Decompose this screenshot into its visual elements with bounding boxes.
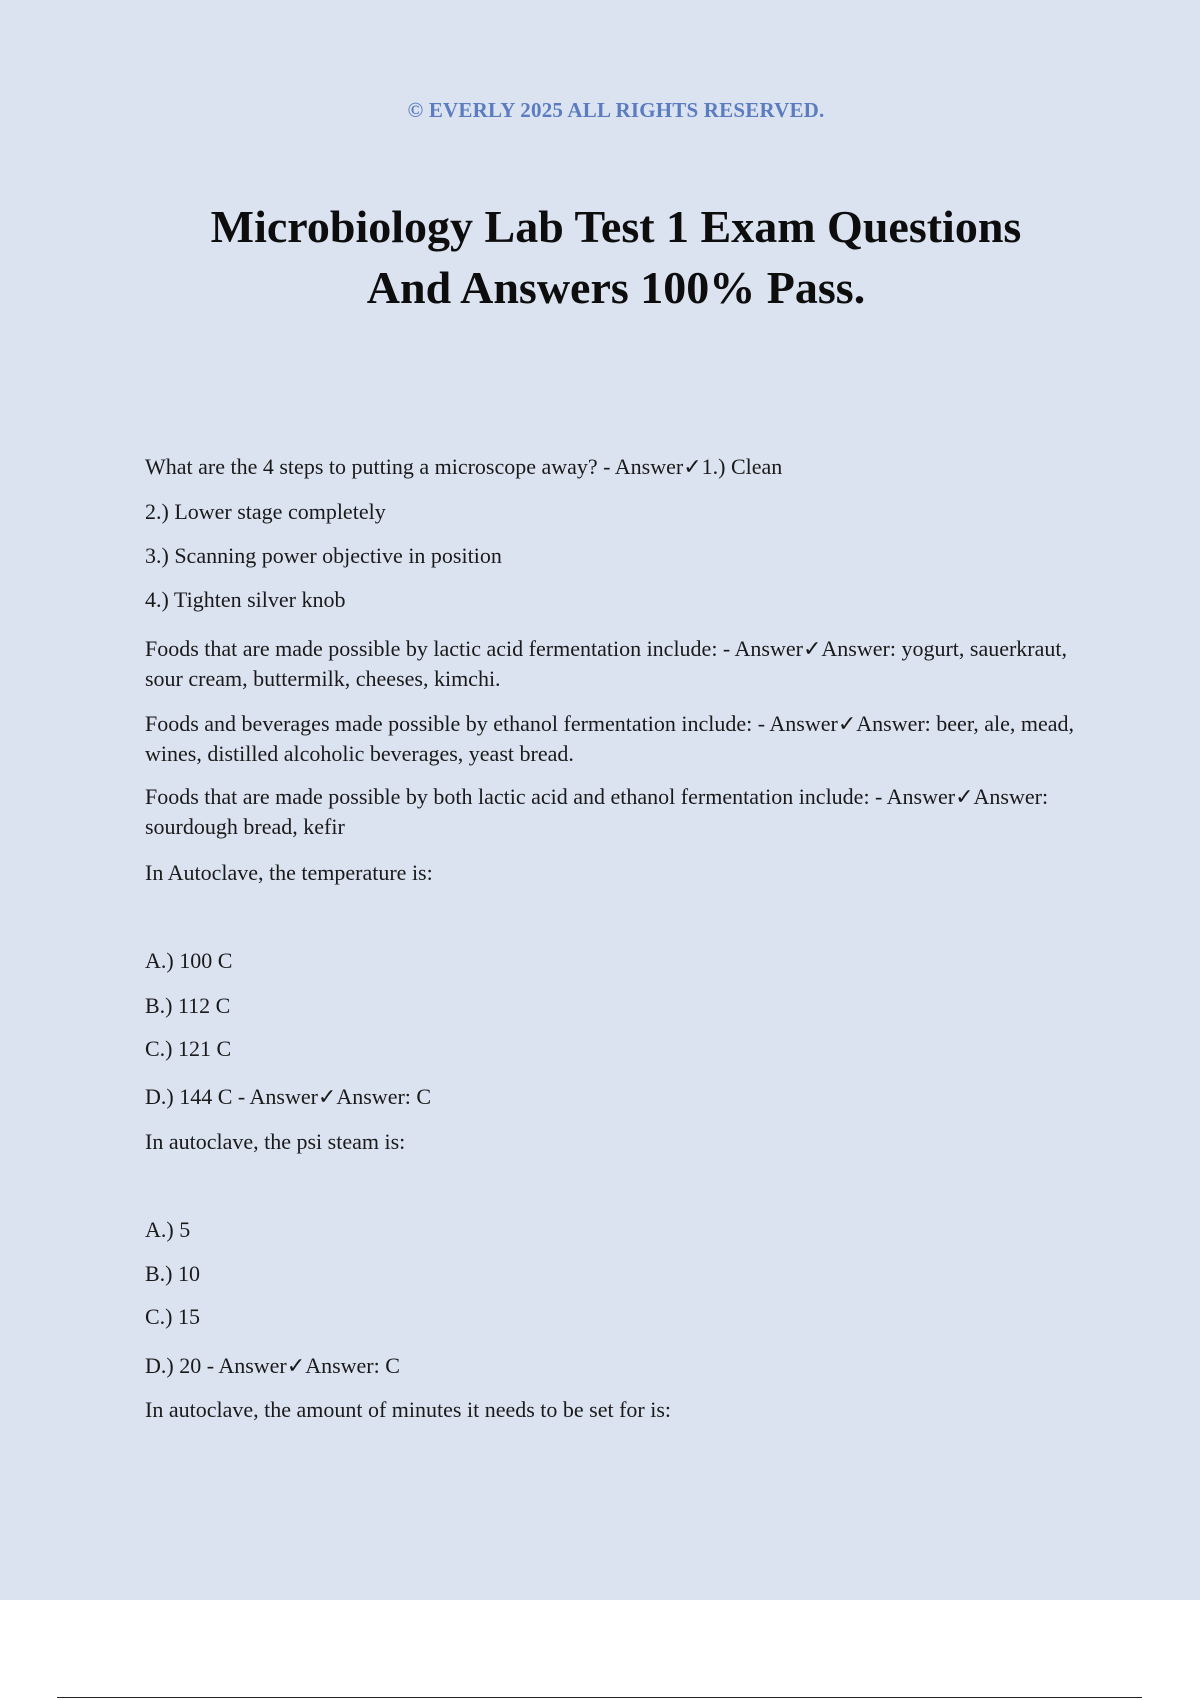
answer-step-2: 2.) Lower stage completely bbox=[145, 499, 386, 524]
option-a: A.) 5 bbox=[145, 1217, 191, 1242]
question-ethanol: Foods and beverages made possible by ethanol fermentation include: - Answer✓Answer: beer, ale, mead, wines, distilled alcoholic beverages, yeast bread. bbox=[145, 711, 1075, 766]
question-autoclave-temperature: In Autoclave, the temperature is: bbox=[145, 860, 433, 885]
option-b: B.) 10 bbox=[145, 1261, 200, 1286]
option-d-answer: D.) 20 - Answer✓Answer: C bbox=[145, 1353, 400, 1378]
option-c: C.) 121 C bbox=[145, 1036, 232, 1061]
question-autoclave-minutes: In autoclave, the amount of minutes it needs to be set for is: bbox=[145, 1397, 672, 1422]
title-line-1: Microbiology Lab Test 1 Exam Questions bbox=[210, 201, 1022, 252]
option-a: A.) 100 C bbox=[145, 948, 233, 973]
option-c: C.) 15 bbox=[145, 1304, 200, 1329]
answer-step-4: 4.) Tighten silver knob bbox=[145, 587, 346, 612]
option-b: B.) 112 C bbox=[145, 993, 231, 1018]
copyright-notice: © EVERLY 2025 ALL RIGHTS RESERVED. bbox=[407, 98, 825, 122]
option-d-answer: D.) 144 C - Answer✓Answer: C bbox=[145, 1084, 432, 1109]
answer-step-3: 3.) Scanning power objective in position bbox=[145, 543, 502, 568]
question-autoclave-psi: In autoclave, the psi steam is: bbox=[145, 1129, 406, 1154]
question-both-fermentation: Foods that are made possible by both lactic acid and ethanol fermentation include: - Answer✓Answer: sourdough bread, kefir bbox=[145, 784, 1049, 839]
page-title bbox=[100, 196, 1132, 318]
question-lactic-acid: Foods that are made possible by lactic acid fermentation include: - Answer✓Answer: yogurt, sauerkraut, sour cream, buttermilk, cheeses, kimchi. bbox=[145, 636, 1068, 691]
question-microscope: What are the 4 steps to putting a microscope away? - Answer✓1.) Clean bbox=[145, 454, 783, 479]
page-divider bbox=[57, 1697, 1142, 1698]
title-line-2: And Answers 100% Pass. bbox=[366, 262, 866, 313]
